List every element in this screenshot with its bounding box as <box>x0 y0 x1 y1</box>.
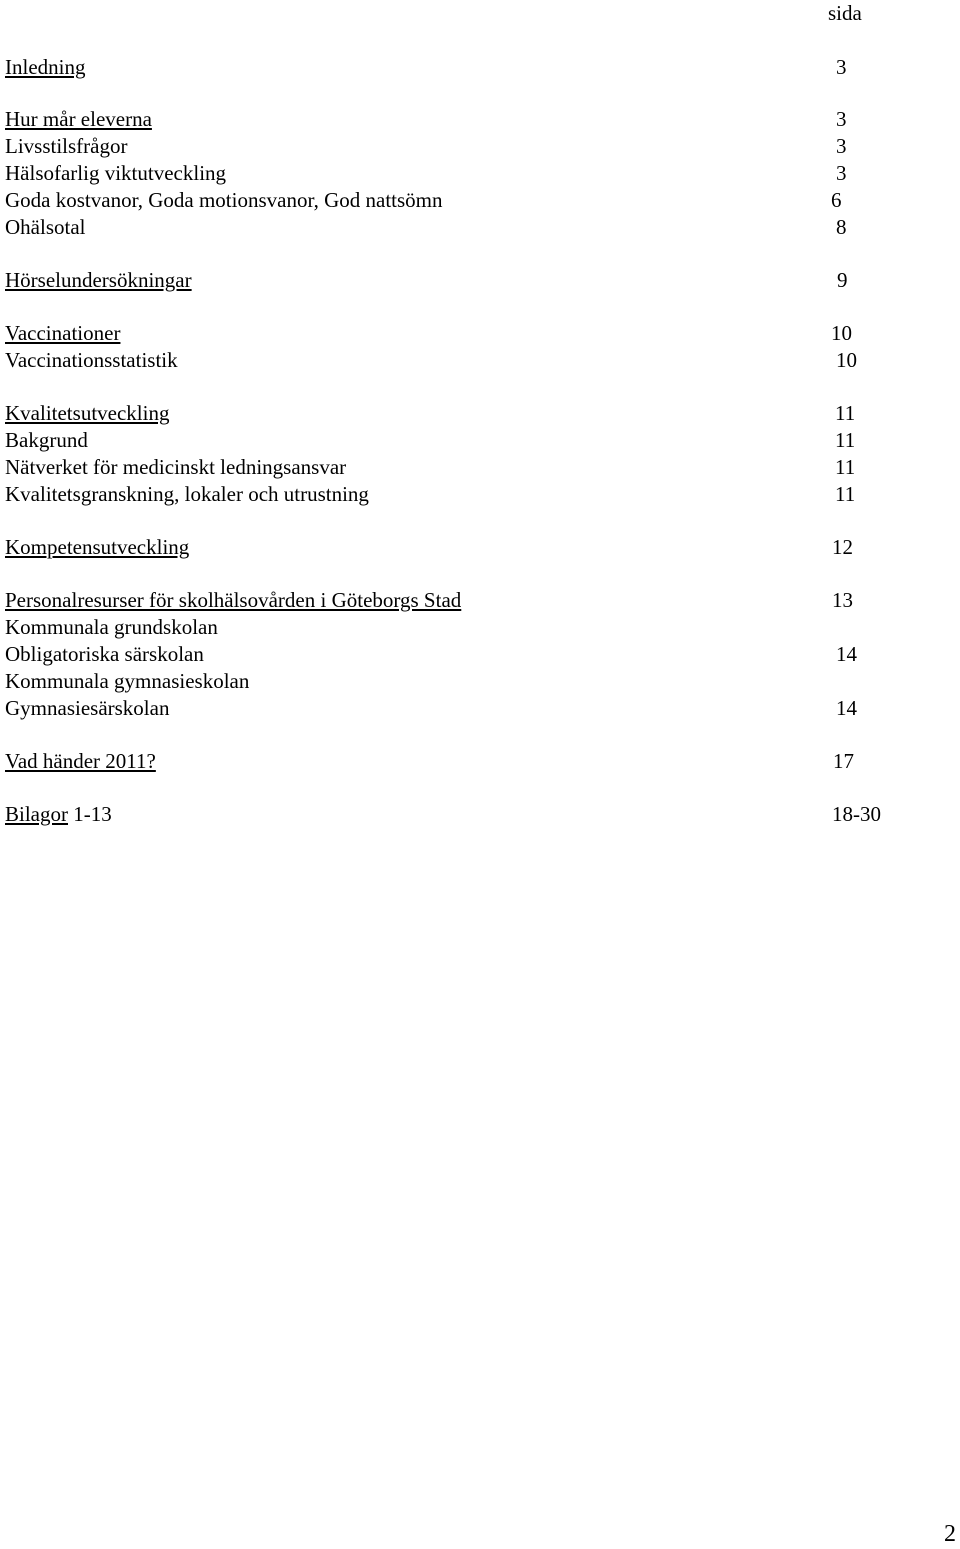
toc-page-natverket: 11 <box>835 455 856 479</box>
toc-title-vaccinationer[interactable]: Vaccinationer <box>5 321 121 345</box>
toc-page-horselundersokningar: 9 <box>837 268 848 292</box>
toc-title-personalresurser[interactable]: Personalresurser för skolhälsovården i Göteborgs Stad <box>5 588 462 612</box>
toc-title-ohalsotal: Ohälsotal <box>5 215 86 239</box>
toc-title-vaccinationsstatistik: Vaccinationsstatistik <box>5 348 178 372</box>
toc-page-vaccinationsstatistik: 10 <box>836 348 857 372</box>
toc-page-ohalsotal: 8 <box>836 215 847 239</box>
toc-page-halsofarlig-viktutveckling: 3 <box>836 161 847 185</box>
toc-entry-bilagor <box>5 801 112 827</box>
toc-page-vaccinationer: 10 <box>831 321 852 345</box>
toc-page-goda-kostvanor: 6 <box>831 188 842 212</box>
toc-title-natverket: Nätverket för medicinskt ledningsansvar <box>5 455 347 479</box>
toc-page-vad-hander-2011: 17 <box>833 749 854 773</box>
toc-title-bilagor-range: 1-13 <box>68 802 112 826</box>
toc-page-kompetensutveckling: 12 <box>832 535 853 559</box>
toc-title-goda-kostvanor: Goda kostvanor, Goda motionsvanor, God nattsömn <box>5 188 443 212</box>
toc-title-hur-mar-eleverna[interactable]: Hur mår eleverna <box>5 107 152 131</box>
toc-title-inledning[interactable]: Inledning <box>5 55 86 79</box>
toc-title-kompetensutveckling[interactable]: Kompetensutveckling <box>5 535 190 559</box>
toc-page-bilagor: 18-30 <box>832 802 881 826</box>
toc-page-obligatoriska-sarskolan: 14 <box>836 642 857 666</box>
toc-title-obligatoriska-sarskolan: Obligatoriska särskolan <box>5 642 204 666</box>
toc-title-vad-hander-2011[interactable]: Vad händer 2011? <box>5 749 156 773</box>
toc-title-bilagor[interactable]: Bilagor <box>5 802 68 826</box>
toc-title-gymnasiesarskolan: Gymnasiesärskolan <box>5 696 170 720</box>
toc-page-hur-mar-eleverna: 3 <box>836 107 847 131</box>
toc-page-personalresurser: 13 <box>832 588 853 612</box>
toc-title-kommunala-gymnasieskolan: Kommunala gymnasieskolan <box>5 669 250 693</box>
toc-title-kvalitetsgranskning: Kvalitetsgranskning, lokaler och utrustning <box>5 482 369 506</box>
toc-page-gymnasiesarskolan: 14 <box>836 696 857 720</box>
toc-page-livsstilsfragor: 3 <box>836 134 847 158</box>
toc-page-inledning: 3 <box>836 55 847 79</box>
toc-page-kvalitetsgranskning: 11 <box>835 482 856 506</box>
toc-title-halsofarlig-viktutveckling: Hälsofarlig viktutveckling <box>5 161 227 185</box>
toc-page-kvalitetsutveckling: 11 <box>835 401 856 425</box>
toc-title-kommunala-grundskolan: Kommunala grundskolan <box>5 615 218 639</box>
toc-title-bakgrund: Bakgrund <box>5 428 88 452</box>
page-column-header: sida <box>828 1 862 25</box>
toc-title-livsstilsfragor: Livsstilsfrågor <box>5 134 128 158</box>
page-number: 2 <box>944 1521 956 1547</box>
toc-title-kvalitetsutveckling[interactable]: Kvalitetsutveckling <box>5 401 170 425</box>
toc-title-horselundersokningar[interactable]: Hörselundersökningar <box>5 268 192 292</box>
toc-page-bakgrund: 11 <box>835 428 856 452</box>
